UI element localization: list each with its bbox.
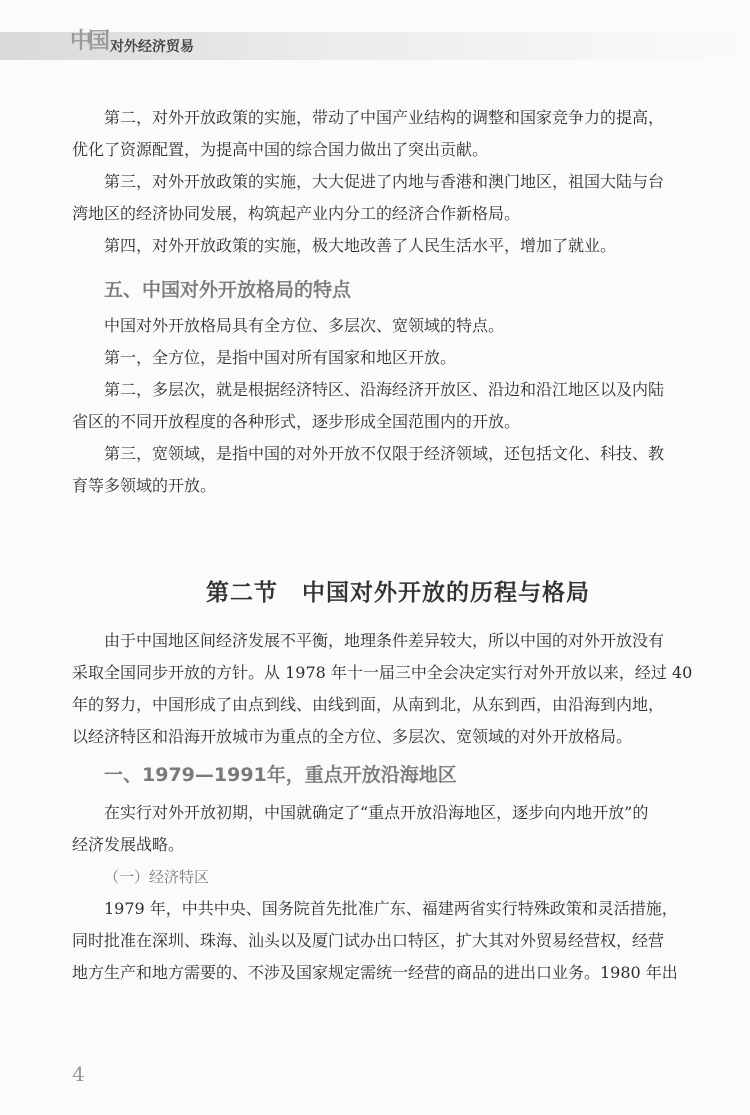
paragraph: 第二，多层次，就是根据经济特区、沿海经济开放区、沿边和沿江地区以及内陆 — [104, 380, 665, 399]
paragraph-cont: 同时批准在深圳、珠海、汕头以及厦门试办出口特区，扩大其对外贸易经营权，经营 — [72, 931, 665, 950]
header-title: 对外经济贸易 — [110, 39, 194, 55]
paragraph: 第三，宽领域，是指中国的对外开放不仅限于经济领域，还包括文化、科技、教 — [104, 444, 665, 463]
paragraph: 1979 年，中共中央、国务院首先批准广东、福建两省实行特殊政策和灵活措施， — [104, 899, 678, 918]
page-content — [72, 102, 724, 989]
paragraph-cont: 优化了资源配置，为提高中国的综合国力做出了突出贡献。 — [72, 140, 489, 159]
heading-one: 一、1979—1991年，重点开放沿海地区 — [104, 764, 457, 786]
paragraph-cont: 省区的不同开放程度的各种形式，逐步形成全国范围内的开放。 — [72, 412, 521, 431]
paragraph-cont: 采取全国同步开放的方针。从 1978 年十一届三中全会决定实行对外开放以来，经过 40 — [72, 663, 693, 682]
paragraph-cont: 地方生产和地方需要的、不涉及国家规定需统一经营的商品的进出口业务。1980 年出 — [72, 963, 678, 982]
paragraph-cont: 经济发展战略。 — [72, 835, 185, 854]
sub-heading: （一）经济特区 — [104, 868, 210, 886]
paragraph: 第四，对外开放政策的实施，极大地改善了人民生活水平，增加了就业。 — [104, 236, 617, 255]
paragraph-cont: 年的努力，中国形成了由点到线、由线到面，从南到北，从东到西，由沿海到内地， — [72, 695, 665, 714]
header-logo: 中国 — [70, 28, 107, 54]
paragraph: 中国对外开放格局具有全方位、多层次、宽领域的特点。 — [104, 316, 505, 335]
page-number: 4 — [72, 1062, 85, 1086]
paragraph: 第三，对外开放政策的实施，大大促进了内地与香港和澳门地区，祖国大陆与台 — [104, 172, 665, 191]
paragraph: 由于中国地区间经济发展不平衡，地理条件差异较大，所以中国的对外开放没有 — [104, 631, 665, 650]
paragraph-cont: 湾地区的经济协同发展，构筑起产业内分工的经济合作新格局。 — [72, 204, 521, 223]
paragraph-cont: 育等多领域的开放。 — [72, 476, 217, 495]
paragraph: 第一，全方位，是指中国对所有国家和地区开放。 — [104, 348, 457, 367]
section-title: 第二节 中国对外开放的历程与格局 — [206, 580, 590, 606]
paragraph: 在实行对外开放初期，中国就确定了“重点开放沿海地区，逐步向内地开放”的 — [104, 803, 649, 822]
paragraph-cont: 以经济特区和沿海开放城市为重点的全方位、多层次、宽领域的对外开放格局。 — [72, 727, 633, 746]
paragraph: 第二，对外开放政策的实施，带动了中国产业结构的调整和国家竞争力的提高， — [104, 108, 665, 127]
heading-five: 五、中国对外开放格局的特点 — [104, 279, 352, 301]
